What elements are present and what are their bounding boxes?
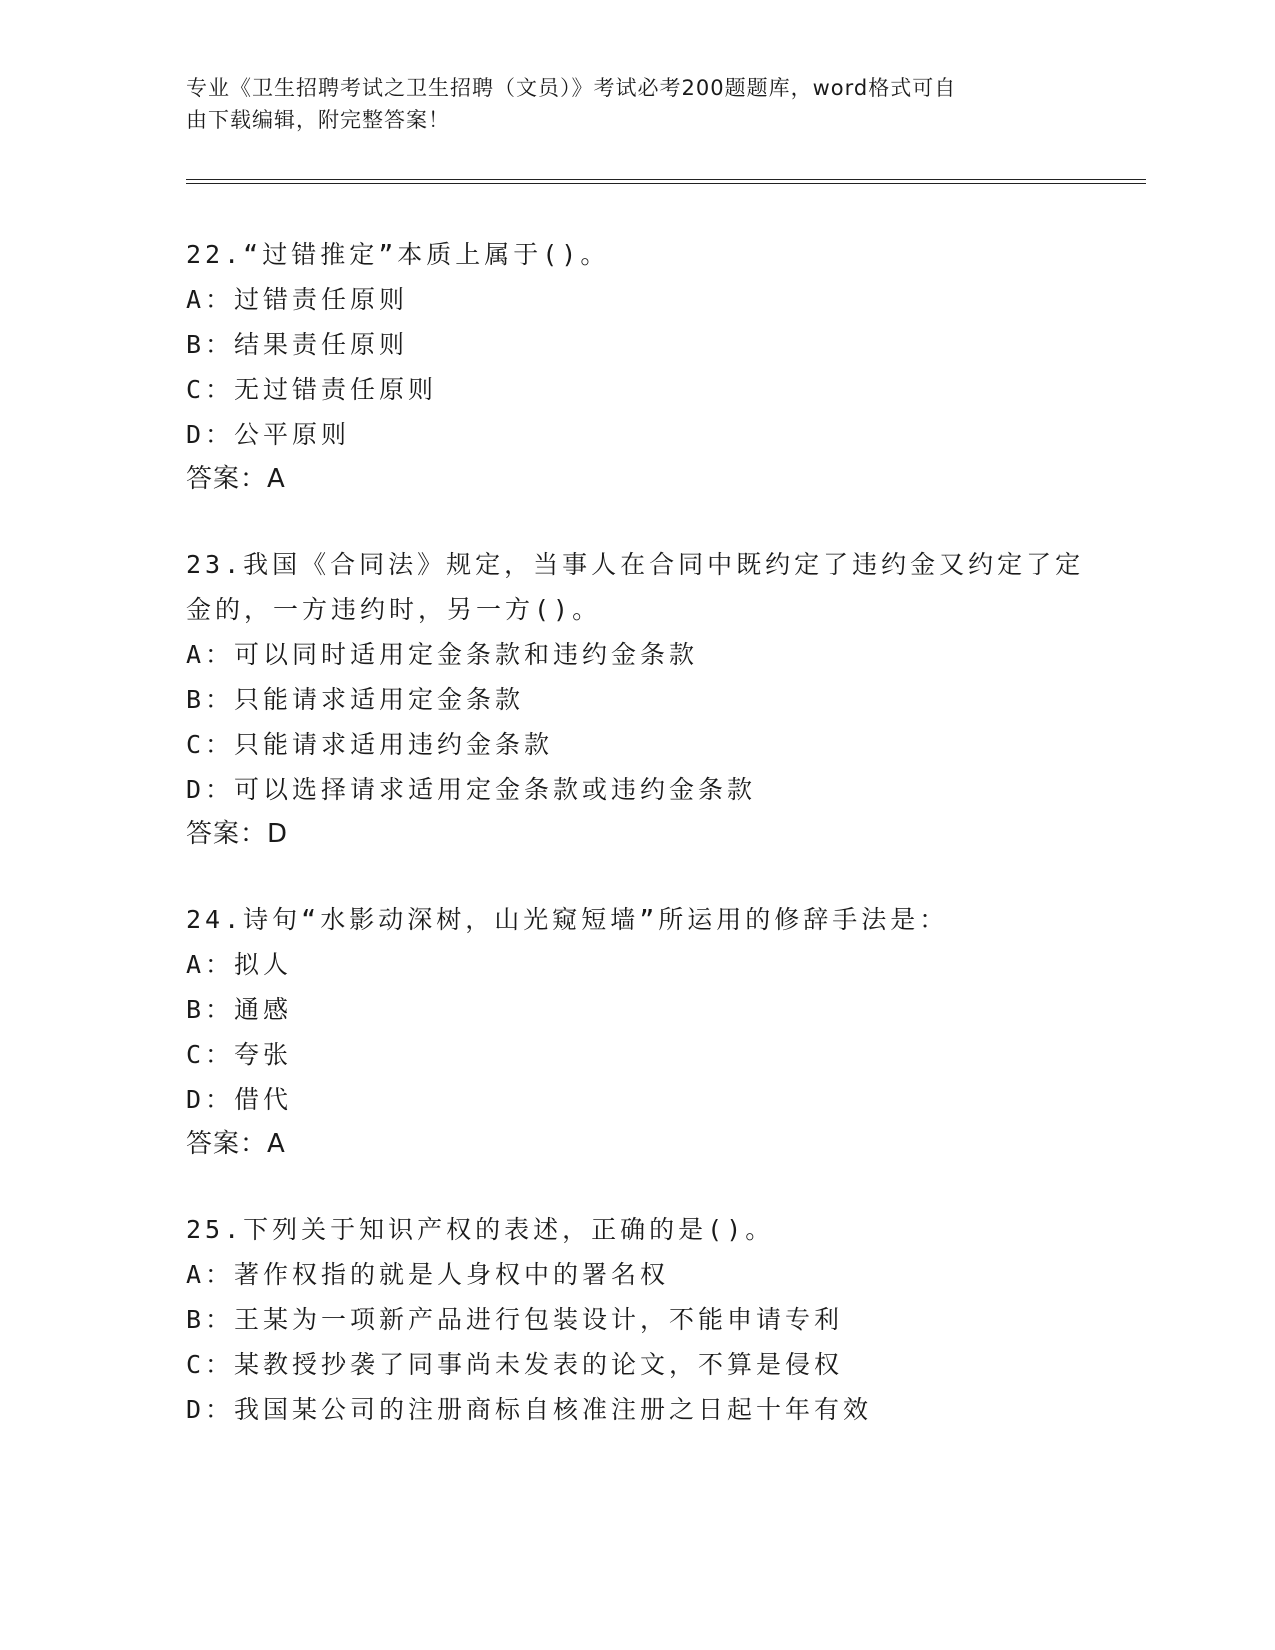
option-a: A：可以同时适用定金条款和违约金条款	[186, 640, 699, 669]
option-d: D：公平原则	[186, 420, 351, 449]
option-a: A：拟人	[186, 950, 293, 979]
header-divider-bottom	[186, 183, 1146, 184]
header-divider-top	[186, 179, 1146, 180]
option-b: B：结果责任原则	[186, 330, 409, 359]
option-b: B：王某为一项新产品进行包装设计，不能申请专利	[186, 1305, 844, 1334]
question-22	[186, 232, 1086, 502]
option-a: A：著作权指的就是人身权中的署名权	[186, 1260, 670, 1289]
question-25	[186, 1207, 1086, 1432]
answer-label: 答案：A	[186, 1129, 286, 1159]
question-list	[186, 232, 1086, 1472]
option-d: D：借代	[186, 1085, 293, 1114]
question-text: 23.我国《合同法》规定，当事人在合同中既约定了违约金又约定了定金的，一方违约时，另一方()。	[186, 550, 1085, 624]
document-header	[186, 72, 1066, 136]
question-24	[186, 897, 1086, 1167]
option-b: B：只能请求适用定金条款	[186, 685, 525, 714]
answer-label: 答案：D	[186, 819, 289, 849]
option-d: D：可以选择请求适用定金条款或违约金条款	[186, 775, 757, 804]
option-c: C：某教授抄袭了同事尚未发表的论文，不算是侵权	[186, 1350, 844, 1379]
option-a: A：过错责任原则	[186, 285, 409, 314]
question-23	[186, 542, 1086, 857]
option-c: C：只能请求适用违约金条款	[186, 730, 554, 759]
header-line-1: 专业《卫生招聘考试之卫生招聘（文员）》考试必考200题题库，word格式可自	[186, 76, 957, 100]
question-text: 22.“过错推定”本质上属于()。	[186, 240, 610, 269]
option-d: D：我国某公司的注册商标自核准注册之日起十年有效	[186, 1395, 873, 1424]
answer-label: 答案：A	[186, 464, 286, 494]
question-text: 25.下列关于知识产权的表述，正确的是()。	[186, 1215, 775, 1244]
question-text: 24.诗句“水影动深树，山光窥短墙”所运用的修辞手法是：	[186, 905, 949, 934]
header-line-2: 由下载编辑，附完整答案！	[186, 108, 450, 132]
option-c: C：无过错责任原则	[186, 375, 438, 404]
option-b: B：通感	[186, 995, 293, 1024]
option-c: C：夸张	[186, 1040, 293, 1069]
